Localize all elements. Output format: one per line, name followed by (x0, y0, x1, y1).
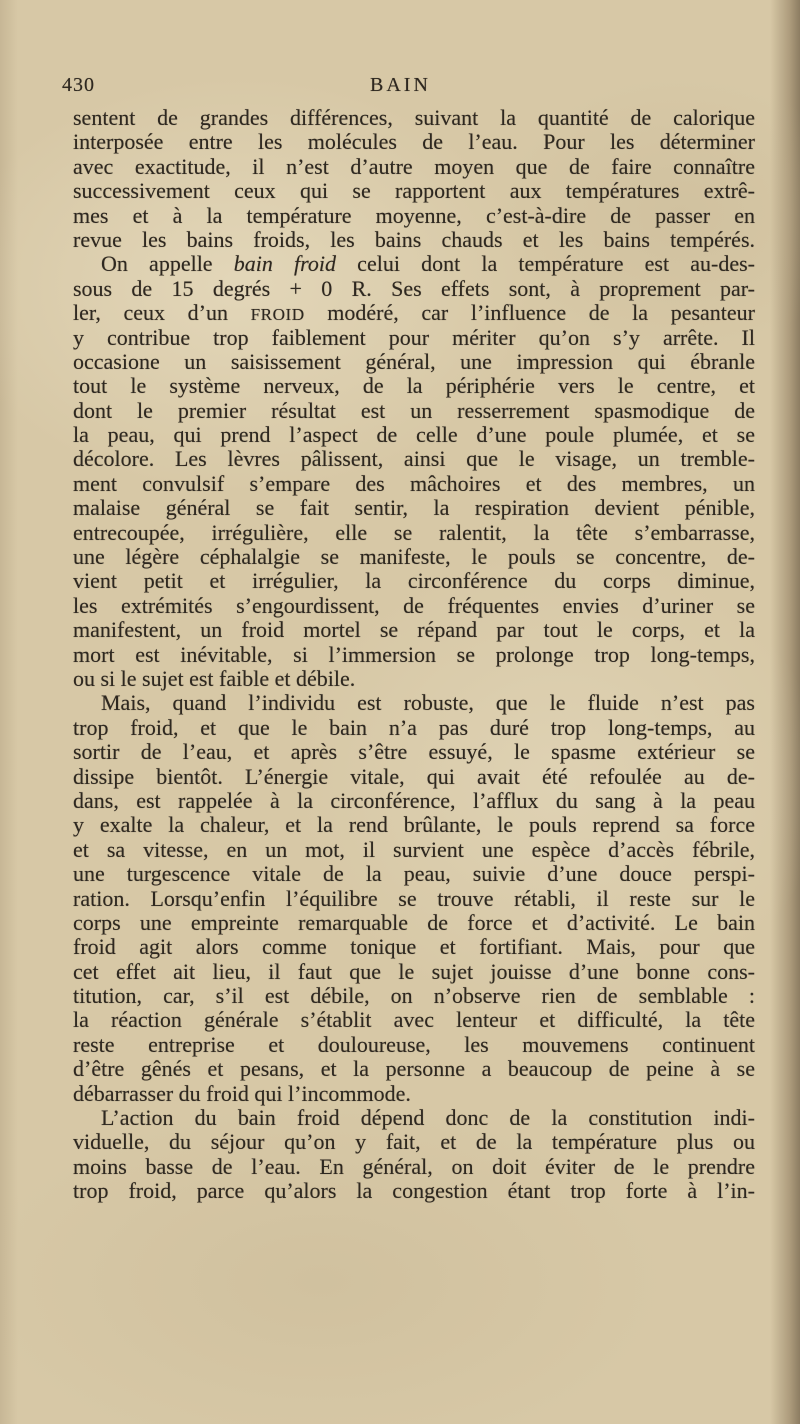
text-line: trop froid, et que le bain n’a pas duré trop long-temps, au (73, 714, 755, 740)
text-line: sortir de l’eau, et après s’être essuyé, le spasme extérieur se (73, 739, 755, 765)
text-segment: ler, ceux d’un (73, 300, 251, 326)
text-line: et sa vitesse, en un mot, il survient une espèce d’accès fébrile, (73, 836, 755, 862)
text-segment: modéré, car l’influence de la pesanteur (304, 300, 755, 326)
text-line: sentent de grandes différences, suivant la quantité de calorique (73, 105, 755, 130)
text-line: ration. Lorsqu’enfin l’équilibre se trouve rétabli, il reste sur le (73, 885, 755, 911)
text-line: tout le système nerveux, de la périphérie vers le centre, et (73, 373, 755, 399)
text-line: d’être gênés et pesans, et la personne a beaucoup de peine à se (73, 1056, 755, 1082)
text-line: décolore. Les lèvres pâlissent, ainsi que le visage, un tremble- (73, 446, 755, 472)
text-line: titution, car, s’il est débile, on n’observe rien de semblable : (73, 983, 755, 1009)
text-segment: On appelle (101, 251, 234, 277)
text-line: viduelle, du séjour qu’on y fait, et de la température plus ou (73, 1129, 755, 1155)
text-line: revue les bains froids, les bains chauds et les bains tempérés. (73, 226, 755, 252)
text-line: dont le premier résultat est un resserrement spasmodique de (73, 397, 755, 423)
text-line: la peau, qui prend l’aspect de celle d’une poule plumée, et se (73, 422, 755, 448)
text-line: Mais, quand l’individu est robuste, que le fluide n’est pas (101, 690, 755, 716)
text-line: moins basse de l’eau. En général, on doit éviter de le prendre (73, 1153, 755, 1179)
text-line: ou si le sujet est faible et débile. (73, 665, 356, 691)
text-line: y exalte la chaleur, et la rend brûlante, le pouls reprend sa force (73, 812, 755, 838)
text-line: corps une empreinte remarquable de force et d’activité. Le bain (73, 909, 755, 935)
text-line: les extrémités s’engourdissent, de fréquentes envies d’uriner se (73, 592, 755, 618)
text-line (73, 252, 755, 276)
text-line: débarrasser du froid qui l’incommode. (73, 1080, 411, 1106)
text-line: avec exactitude, il n’est d’autre moyen que de faire connaître (73, 153, 755, 179)
text-line: cet effet ait lieu, il faut que le sujet jouisse d’une bonne cons- (73, 958, 755, 984)
text-line: L’action du bain froid dépend donc de la constitution indi- (101, 1105, 755, 1131)
text-line: froid agit alors comme tonique et fortifiant. Mais, pour que (73, 934, 755, 960)
text-line: malaise général se fait sentir, la respiration devient pénible, (73, 495, 755, 521)
text-line: une légère céphalalgie se manifeste, le pouls se concentre, de- (73, 544, 755, 570)
text-line: reste entreprise et douloureuse, les mouvemens continuent (73, 1031, 755, 1057)
page-number: 430 (62, 74, 95, 96)
text-line: occasione un saisissement général, une impression qui ébranle (73, 348, 755, 374)
text-line: une turgescence vitale de la peau, suivie d’une douce perspi- (73, 861, 755, 887)
body-text (73, 106, 755, 1204)
text-line: entrecoupée, irrégulière, elle se ralentit, la tête s’embarrasse, (73, 519, 755, 545)
text-line: mort est inévitable, si l’immersion se prolonge trop long-temps, (73, 641, 755, 667)
text-line (73, 301, 755, 325)
text-segment: celui dont la température est au-des- (336, 251, 755, 277)
text-line: sous de 15 degrés + 0 R. Ses effets sont, à proprement par- (73, 275, 755, 301)
text-line: y contribue trop faiblement pour mériter qu’on s’y arrête. Il (73, 324, 755, 350)
text-line: trop froid, parce qu’alors la congestion étant trop forte à l’in- (73, 1178, 755, 1204)
text-line: dans, est rappelée à la circonférence, l’afflux du sang à la peau (73, 787, 755, 813)
text-line: successivement ceux qui se rapportent aux températures extrê- (73, 178, 755, 204)
small-caps-term: FROID (250, 305, 305, 325)
text-line: la réaction générale s’établit avec lenteur et difficulté, la tête (73, 1007, 755, 1033)
text-line: manifestent, un froid mortel se répand par tout le corps, et la (73, 617, 755, 643)
text-line: ment convulsif s’empare des mâchoires et des membres, un (73, 470, 755, 496)
running-title: BAIN (370, 74, 431, 96)
text-line: dissipe bientôt. L’énergie vitale, qui avait été refoulée au de- (73, 763, 755, 789)
italic-term: bain froid (233, 251, 337, 277)
text-line: mes et à la température moyenne, c’est-à-dire de passer en (73, 202, 755, 228)
text-line: vient petit et irrégulier, la circonférence du corps diminue, (73, 568, 755, 594)
text-line: interposée entre les molécules de l’eau. Pour les déterminer (73, 129, 755, 155)
